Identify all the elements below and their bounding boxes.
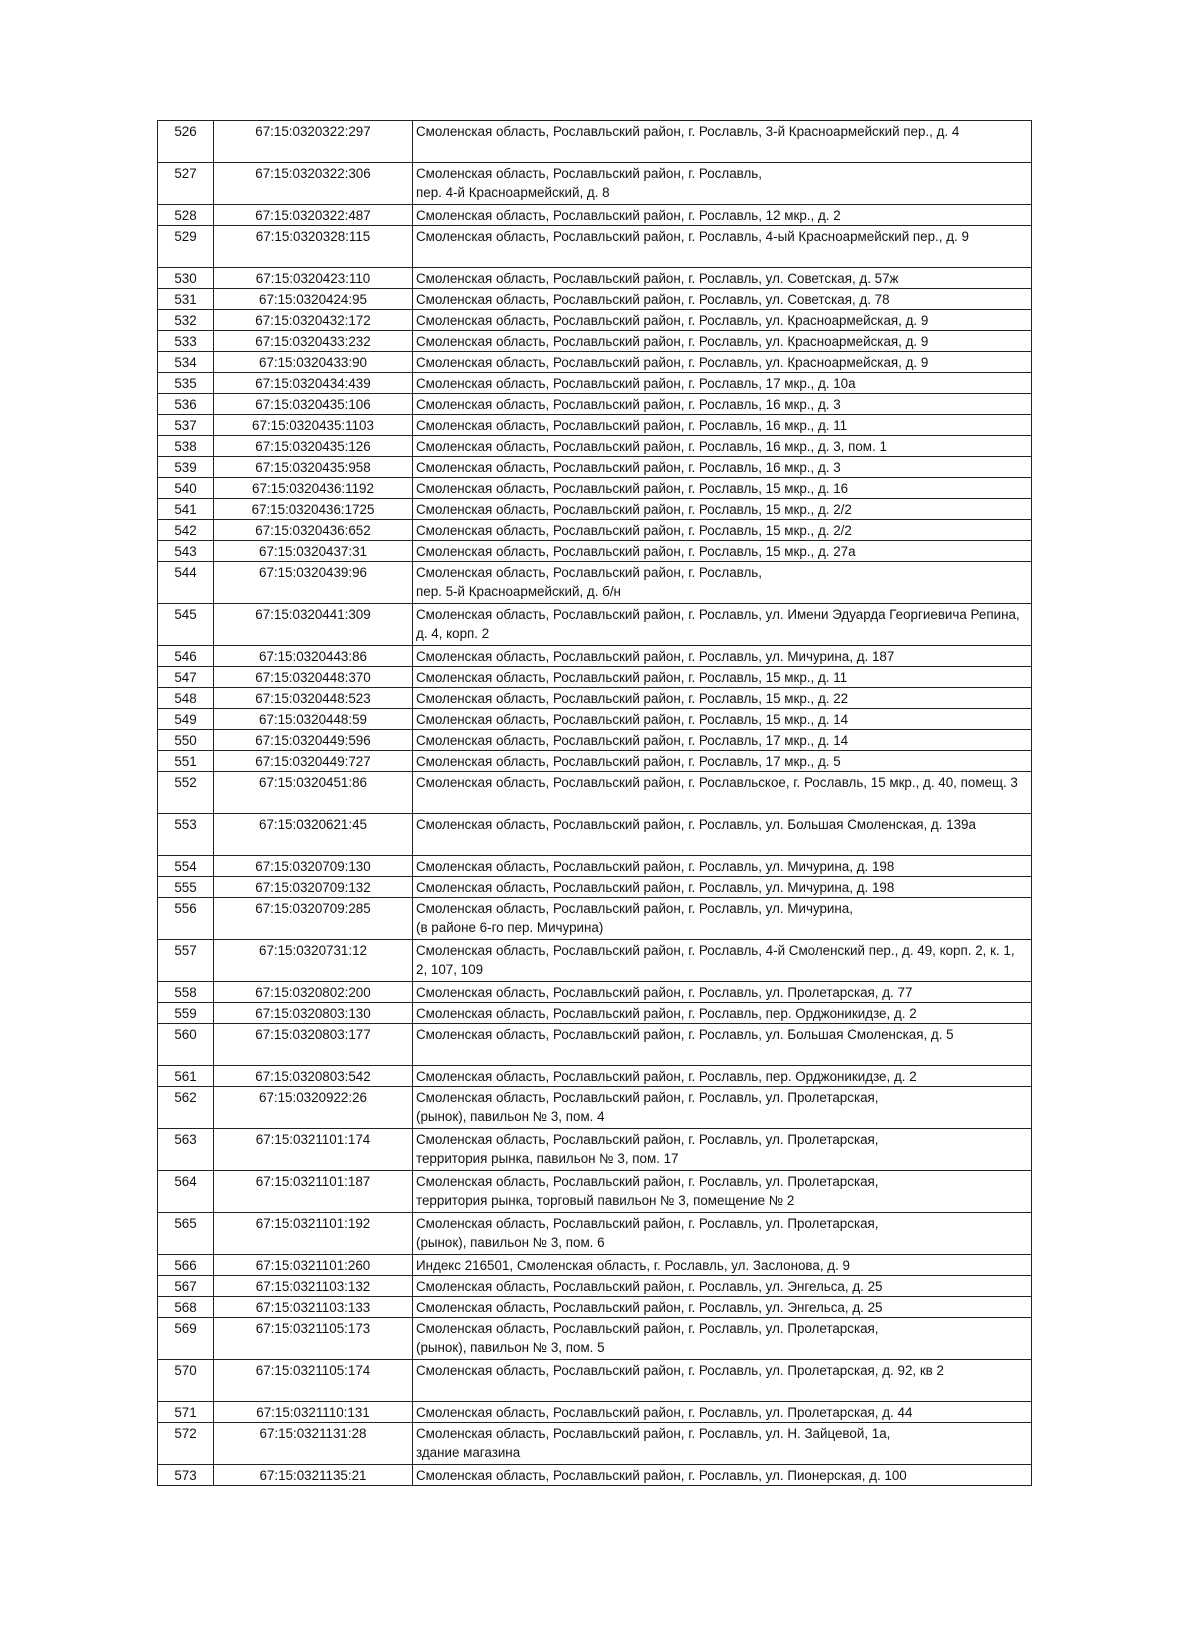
table-row	[158, 709, 1032, 730]
row-number-cell: 570	[158, 1360, 214, 1402]
cadastral-number-cell: 67:15:0320803:177	[214, 1024, 413, 1066]
address-cell: Смоленская область, Рославльский район, г. Рославль, 15 мкр., д. 16	[413, 478, 1032, 499]
table-row	[158, 1360, 1032, 1402]
table-row	[158, 121, 1032, 163]
table-row	[158, 268, 1032, 289]
table-row	[158, 1129, 1032, 1171]
table-row	[158, 436, 1032, 457]
cadastral-number-cell: 67:15:0320322:297	[214, 121, 413, 163]
row-number-cell: 552	[158, 772, 214, 814]
cadastral-number-cell: 67:15:0321105:173	[214, 1318, 413, 1360]
cadastral-number-cell: 67:15:0320435:126	[214, 436, 413, 457]
address-cell: Смоленская область, Рославльский район, г. Рославль, ул. Большая Смоленская, д. 139а	[413, 814, 1032, 856]
table-row	[158, 604, 1032, 646]
property-table-body	[158, 121, 1032, 1486]
table-row	[158, 751, 1032, 772]
cadastral-number-cell: 67:15:0320451:86	[214, 772, 413, 814]
row-number-cell: 538	[158, 436, 214, 457]
row-number-cell: 541	[158, 499, 214, 520]
cadastral-number-cell: 67:15:0321105:174	[214, 1360, 413, 1402]
table-row	[158, 877, 1032, 898]
table-row	[158, 226, 1032, 268]
table-row	[158, 415, 1032, 436]
cadastral-number-cell: 67:15:0321101:187	[214, 1171, 413, 1213]
table-row	[158, 352, 1032, 373]
cadastral-number-cell: 67:15:0320709:132	[214, 877, 413, 898]
table-row	[158, 1402, 1032, 1423]
row-number-cell: 532	[158, 310, 214, 331]
row-number-cell: 573	[158, 1465, 214, 1486]
row-number-cell: 549	[158, 709, 214, 730]
address-cell: Смоленская область, Рославльский район, г. Рославль, 4-ый Красноармейский пер., д. 9	[413, 226, 1032, 268]
cadastral-number-cell: 67:15:0321101:192	[214, 1213, 413, 1255]
address-cell: Смоленская область, Рославльский район, г. Рославль, ул. Красноармейская, д. 9	[413, 310, 1032, 331]
row-number-cell: 558	[158, 982, 214, 1003]
cadastral-number-cell: 67:15:0320423:110	[214, 268, 413, 289]
row-number-cell: 569	[158, 1318, 214, 1360]
table-row	[158, 541, 1032, 562]
row-number-cell: 537	[158, 415, 214, 436]
address-cell: Смоленская область, Рославльский район, г. Рославль, ул. Советская, д. 57ж	[413, 268, 1032, 289]
address-cell: Индекс 216501, Смоленская область, г. Рославль, ул. Заслонова, д. 9	[413, 1255, 1032, 1276]
address-cell: Смоленская область, Рославльский район, г. Рославль, ул. Энгельса, д. 25	[413, 1276, 1032, 1297]
address-cell: Смоленская область, Рославльский район, г. Рославль, ул. Пионерская, д. 100	[413, 1465, 1032, 1486]
row-number-cell: 561	[158, 1066, 214, 1087]
address-cell: Смоленская область, Рославльский район, г. Рославль, 16 мкр., д. 3	[413, 394, 1032, 415]
address-cell: Смоленская область, Рославльский район, г. Рославль, ул. Имени Эдуарда Георгиевича Репина, д. 4, корп. 2	[413, 604, 1032, 646]
row-number-cell: 566	[158, 1255, 214, 1276]
cadastral-number-cell: 67:15:0321131:28	[214, 1423, 413, 1465]
row-number-cell: 539	[158, 457, 214, 478]
address-cell: Смоленская область, Рославльский район, г. Рославль, ул. Мичурина, д. 198	[413, 877, 1032, 898]
cadastral-number-cell: 67:15:0320448:370	[214, 667, 413, 688]
row-number-cell: 550	[158, 730, 214, 751]
row-number-cell: 551	[158, 751, 214, 772]
address-cell: Смоленская область, Рославльский район, г. Рославль, 15 мкр., д. 22	[413, 688, 1032, 709]
table-row	[158, 478, 1032, 499]
cadastral-number-cell: 67:15:0320432:172	[214, 310, 413, 331]
address-cell: Смоленская область, Рославльский район, г. Рославль, ул. Большая Смоленская, д. 5	[413, 1024, 1032, 1066]
row-number-cell: 560	[158, 1024, 214, 1066]
cadastral-number-cell: 67:15:0320448:59	[214, 709, 413, 730]
address-cell: Смоленская область, Рославльский район, г. Рославль, 17 мкр., д. 10а	[413, 373, 1032, 394]
cadastral-number-cell: 67:15:0320621:45	[214, 814, 413, 856]
row-number-cell: 555	[158, 877, 214, 898]
address-cell: Смоленская область, Рославльский район, г. Рославль, 3-й Красноармейский пер., д. 4	[413, 121, 1032, 163]
table-row	[158, 1318, 1032, 1360]
row-number-cell: 529	[158, 226, 214, 268]
table-row	[158, 898, 1032, 940]
address-cell: Смоленская область, Рославльский район, г. Рославль, ул. Н. Зайцевой, 1а, здание магазина	[413, 1423, 1032, 1465]
row-number-cell: 556	[158, 898, 214, 940]
row-number-cell: 554	[158, 856, 214, 877]
cadastral-number-cell: 67:15:0320803:130	[214, 1003, 413, 1024]
address-cell: Смоленская область, Рославльский район, г. Рославль, ул. Пролетарская, (рынок), павильон № 3, пом. 4	[413, 1087, 1032, 1129]
cadastral-number-cell: 67:15:0320435:1103	[214, 415, 413, 436]
cadastral-number-cell: 67:15:0320328:115	[214, 226, 413, 268]
table-row	[158, 1255, 1032, 1276]
table-row	[158, 772, 1032, 814]
address-cell: Смоленская область, Рославльский район, г. Рославль, ул. Пролетарская, территория рынка, торговый павильон № 3, помещение № 2	[413, 1171, 1032, 1213]
table-row	[158, 1066, 1032, 1087]
address-cell: Смоленская область, Рославльский район, г. Рославль, ул. Красноармейская, д. 9	[413, 352, 1032, 373]
address-cell: Смоленская область, Рославльский район, г. Рославль, 15 мкр., д. 2/2	[413, 520, 1032, 541]
cadastral-number-cell: 67:15:0321103:132	[214, 1276, 413, 1297]
table-row	[158, 205, 1032, 226]
row-number-cell: 534	[158, 352, 214, 373]
cadastral-number-cell: 67:15:0320322:487	[214, 205, 413, 226]
cadastral-number-cell: 67:15:0320803:542	[214, 1066, 413, 1087]
address-cell: Смоленская область, Рославльский район, г. Рославль, ул. Красноармейская, д. 9	[413, 331, 1032, 352]
row-number-cell: 536	[158, 394, 214, 415]
cadastral-number-cell: 67:15:0320709:285	[214, 898, 413, 940]
row-number-cell: 540	[158, 478, 214, 499]
table-row	[158, 1297, 1032, 1318]
address-cell: Смоленская область, Рославльский район, г. Рославль, ул. Мичурина, д. 187	[413, 646, 1032, 667]
row-number-cell: 535	[158, 373, 214, 394]
address-cell: Смоленская область, Рославльский район, г. Рославль, ул. Пролетарская, (рынок), павильон № 3, пом. 5	[413, 1318, 1032, 1360]
address-cell: Смоленская область, Рославльский район, г. Рославль, пер. Орджоникидзе, д. 2	[413, 1003, 1032, 1024]
cadastral-number-cell: 67:15:0321101:174	[214, 1129, 413, 1171]
row-number-cell: 543	[158, 541, 214, 562]
address-cell: Смоленская область, Рославльский район, г. Рославль, 16 мкр., д. 11	[413, 415, 1032, 436]
row-number-cell: 546	[158, 646, 214, 667]
table-row	[158, 667, 1032, 688]
table-row	[158, 646, 1032, 667]
row-number-cell: 567	[158, 1276, 214, 1297]
cadastral-number-cell: 67:15:0320433:90	[214, 352, 413, 373]
address-cell: Смоленская область, Рославльский район, г. Рославль, 4-й Смоленский пер., д. 49, корп. 2, к. 1, 2, 107, 109	[413, 940, 1032, 982]
address-cell: Смоленская область, Рославльский район, г. Рославль, 15 мкр., д. 27а	[413, 541, 1032, 562]
cadastral-number-cell: 67:15:0320731:12	[214, 940, 413, 982]
cadastral-number-cell: 67:15:0320436:652	[214, 520, 413, 541]
table-row	[158, 289, 1032, 310]
cadastral-number-cell: 67:15:0320922:26	[214, 1087, 413, 1129]
table-row	[158, 1465, 1032, 1486]
address-cell: Смоленская область, Рославльский район, г. Рославль, 16 мкр., д. 3	[413, 457, 1032, 478]
table-row	[158, 1003, 1032, 1024]
cadastral-number-cell: 67:15:0320433:232	[214, 331, 413, 352]
address-cell: Смоленская область, Рославльский район, г. Рославльское, г. Рославль, 15 мкр., д. 40, помещ. 3	[413, 772, 1032, 814]
address-cell: Смоленская область, Рославльский район, г. Рославль, пер. 4-й Красноармейский, д. 8	[413, 163, 1032, 205]
address-cell: Смоленская область, Рославльский район, г. Рославль, ул. Мичурина, д. 198	[413, 856, 1032, 877]
cadastral-number-cell: 67:15:0320441:309	[214, 604, 413, 646]
cadastral-number-cell: 67:15:0320424:95	[214, 289, 413, 310]
row-number-cell: 548	[158, 688, 214, 709]
row-number-cell: 533	[158, 331, 214, 352]
address-cell: Смоленская область, Рославльский район, г. Рославль, ул. Пролетарская, д. 92, кв 2	[413, 1360, 1032, 1402]
address-cell: Смоленская область, Рославльский район, г. Рославль, 15 мкр., д. 11	[413, 667, 1032, 688]
cadastral-number-cell: 67:15:0320448:523	[214, 688, 413, 709]
address-cell: Смоленская область, Рославльский район, г. Рославль, ул. Пролетарская, д. 77	[413, 982, 1032, 1003]
row-number-cell: 542	[158, 520, 214, 541]
table-row	[158, 1423, 1032, 1465]
address-cell: Смоленская область, Рославльский район, г. Рославль, 17 мкр., д. 14	[413, 730, 1032, 751]
cadastral-number-cell: 67:15:0321101:260	[214, 1255, 413, 1276]
row-number-cell: 530	[158, 268, 214, 289]
table-row	[158, 373, 1032, 394]
row-number-cell: 563	[158, 1129, 214, 1171]
address-cell: Смоленская область, Рославльский район, г. Рославль, ул. Советская, д. 78	[413, 289, 1032, 310]
row-number-cell: 527	[158, 163, 214, 205]
address-cell: Смоленская область, Рославльский район, г. Рославль, пер. Орджоникидзе, д. 2	[413, 1066, 1032, 1087]
cadastral-number-cell: 67:15:0320435:958	[214, 457, 413, 478]
table-row	[158, 310, 1032, 331]
table-row	[158, 1276, 1032, 1297]
cadastral-number-cell: 67:15:0320435:106	[214, 394, 413, 415]
row-number-cell: 559	[158, 1003, 214, 1024]
property-table	[157, 120, 1032, 1486]
address-cell: Смоленская область, Рославльский район, г. Рославль, 15 мкр., д. 14	[413, 709, 1032, 730]
table-row	[158, 730, 1032, 751]
cadastral-number-cell: 67:15:0320436:1725	[214, 499, 413, 520]
cadastral-number-cell: 67:15:0320802:200	[214, 982, 413, 1003]
row-number-cell: 564	[158, 1171, 214, 1213]
cadastral-number-cell: 67:15:0320439:96	[214, 562, 413, 604]
cadastral-number-cell: 67:15:0320449:596	[214, 730, 413, 751]
row-number-cell: 528	[158, 205, 214, 226]
address-cell: Смоленская область, Рославльский район, г. Рославль, ул. Мичурина, (в районе 6-го пер. Мичурина)	[413, 898, 1032, 940]
address-cell: Смоленская область, Рославльский район, г. Рославль, 15 мкр., д. 2/2	[413, 499, 1032, 520]
cadastral-number-cell: 67:15:0320322:306	[214, 163, 413, 205]
table-row	[158, 394, 1032, 415]
address-cell: Смоленская область, Рославльский район, г. Рославль, пер. 5-й Красноармейский, д. б/н	[413, 562, 1032, 604]
address-cell: Смоленская область, Рославльский район, г. Рославль, 16 мкр., д. 3, пом. 1	[413, 436, 1032, 457]
table-row	[158, 1024, 1032, 1066]
table-row	[158, 1213, 1032, 1255]
table-row	[158, 163, 1032, 205]
table-row	[158, 331, 1032, 352]
cadastral-number-cell: 67:15:0320437:31	[214, 541, 413, 562]
cadastral-number-cell: 67:15:0321103:133	[214, 1297, 413, 1318]
row-number-cell: 547	[158, 667, 214, 688]
cadastral-number-cell: 67:15:0321135:21	[214, 1465, 413, 1486]
row-number-cell: 553	[158, 814, 214, 856]
row-number-cell: 544	[158, 562, 214, 604]
row-number-cell: 572	[158, 1423, 214, 1465]
table-row	[158, 457, 1032, 478]
row-number-cell: 565	[158, 1213, 214, 1255]
cadastral-number-cell: 67:15:0320709:130	[214, 856, 413, 877]
cadastral-number-cell: 67:15:0321110:131	[214, 1402, 413, 1423]
address-cell: Смоленская область, Рославльский район, г. Рославль, 17 мкр., д. 5	[413, 751, 1032, 772]
table-row	[158, 520, 1032, 541]
address-cell: Смоленская область, Рославльский район, г. Рославль, ул. Энгельса, д. 25	[413, 1297, 1032, 1318]
address-cell: Смоленская область, Рославльский район, г. Рославль, ул. Пролетарская, д. 44	[413, 1402, 1032, 1423]
table-row	[158, 856, 1032, 877]
table-row	[158, 814, 1032, 856]
cadastral-number-cell: 67:15:0320436:1192	[214, 478, 413, 499]
row-number-cell: 531	[158, 289, 214, 310]
row-number-cell: 557	[158, 940, 214, 982]
table-row	[158, 940, 1032, 982]
table-row	[158, 1087, 1032, 1129]
row-number-cell: 562	[158, 1087, 214, 1129]
address-cell: Смоленская область, Рославльский район, г. Рославль, ул. Пролетарская, территория рынка, павильон № 3, пом. 17	[413, 1129, 1032, 1171]
address-cell: Смоленская область, Рославльский район, г. Рославль, 12 мкр., д. 2	[413, 205, 1032, 226]
row-number-cell: 545	[158, 604, 214, 646]
address-cell: Смоленская область, Рославльский район, г. Рославль, ул. Пролетарская, (рынок), павильон № 3, пом. 6	[413, 1213, 1032, 1255]
cadastral-number-cell: 67:15:0320449:727	[214, 751, 413, 772]
table-row	[158, 562, 1032, 604]
row-number-cell: 526	[158, 121, 214, 163]
table-row	[158, 982, 1032, 1003]
row-number-cell: 571	[158, 1402, 214, 1423]
table-row	[158, 499, 1032, 520]
row-number-cell: 568	[158, 1297, 214, 1318]
table-row	[158, 1171, 1032, 1213]
cadastral-number-cell: 67:15:0320443:86	[214, 646, 413, 667]
table-row	[158, 688, 1032, 709]
cadastral-number-cell: 67:15:0320434:439	[214, 373, 413, 394]
